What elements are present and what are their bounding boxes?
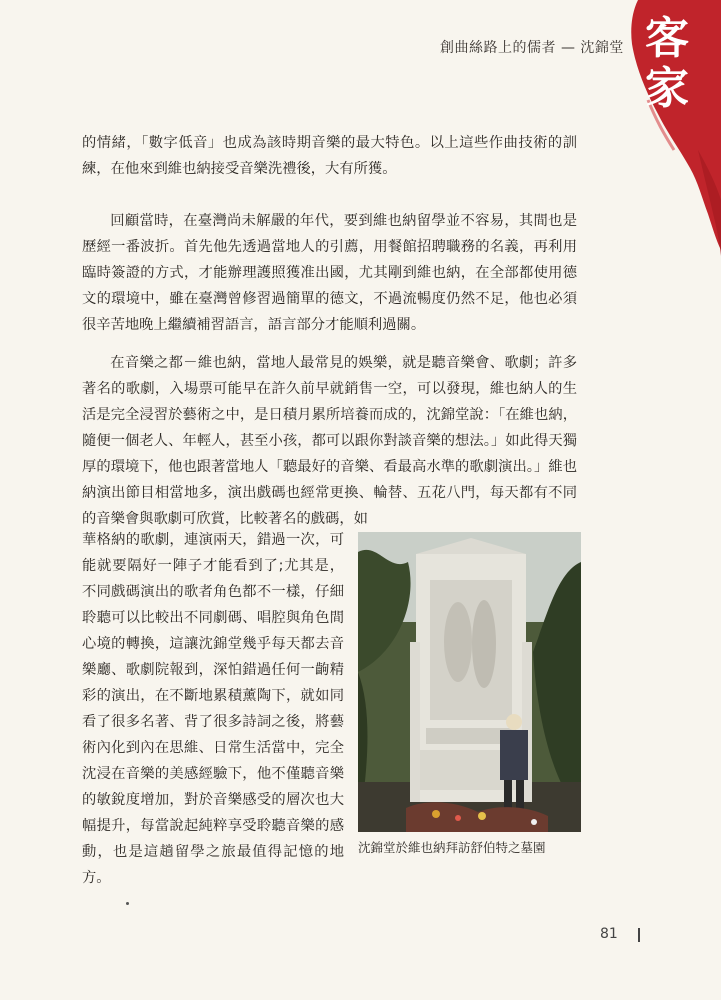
stray-mark (126, 902, 129, 905)
hakka-badge (632, 14, 702, 114)
schubert-tomb-photo (358, 532, 581, 832)
photo-caption: 沈錦堂於維也納拜訪舒伯特之墓園 (358, 840, 546, 855)
paragraph-1: 的情緒，「數字低音」也成為該時期音樂的最大特色。以上這些作曲技術的訓練，在他來到維也納接受音樂洗禮後，大有所獲。 (82, 135, 577, 177)
paragraph-2-text: 回顧當時，在臺灣尚未解嚴的年代，要到維也納留學並不容易，其間也是歷經一番波折。首先他先透過當地人的引薦，用餐館招聘職務的名義，再利用臨時簽證的方式，才能辦理護照獲准出國，尤其剛到維也納，在全部都使用德文的環境中，雖在臺灣曾修習過簡單的德文，不過流暢度仍然不足，他也必須很辛苦地晚上繼續補習語言，語言部分才能順利過關。 (82, 213, 577, 333)
badge-char-2: 家 (645, 63, 689, 114)
page-number: 81 (600, 926, 618, 942)
paragraph-3-text: 在音樂之都－維也納，當地人最常見的娛樂，就是聽音樂會、歌劇；許多著名的歌劇，入場票可能早在許久前早就銷售一空，可以發現，維也納人的生活是完全浸習於藝術之中，是日積月累所培養而成的，沈錦堂說：「在維也納，隨便一個老人、年輕人，甚至小孩，都可以跟你對談音樂的想法。」如此得天獨厚的環境下，他也跟著當地人「聽最好的音樂、看最高水準的歌劇演出。」維也納演出節目相當地多，演出戲碼也經常更換、輪替、五花八門，每天都有不同的音樂會與歌劇可欣賞，比較著名的戲碼，如 (82, 355, 577, 527)
running-title: 創曲絲路上的儒者 — 沈錦堂 (440, 40, 624, 56)
badge-char-1: 客 (645, 13, 689, 64)
page-number-bar (638, 928, 640, 942)
paragraph-3 (82, 350, 577, 532)
paragraph-2 (82, 208, 577, 338)
paragraph-3-wrap: 華格納的歌劇，連演兩天，錯過一次，可能就要隔好一陣子才能看到了;尤其是，不同戲碼演出的歌者角色都不一樣，仔細聆聽可以比較出不同劇碼、唱腔與角色間心境的轉換，這讓沈錦堂幾乎每天都去音樂廳、歌劇院報到，深怕錯過任何一齣精彩的演出，在不斷地累積薰陶下，就如同看了很多名著、背了很多詩詞之後，將藝術內化到內在思維、日常生活當中，完全沈浸在音樂的美感經驗下，他不僅聽音樂的敏銳度增加，對於音樂感受的層次也大幅提升，每當說起純粹享受聆聽音樂的感動，也是這趟留學之旅最值得記憶的地方。 (82, 532, 344, 886)
